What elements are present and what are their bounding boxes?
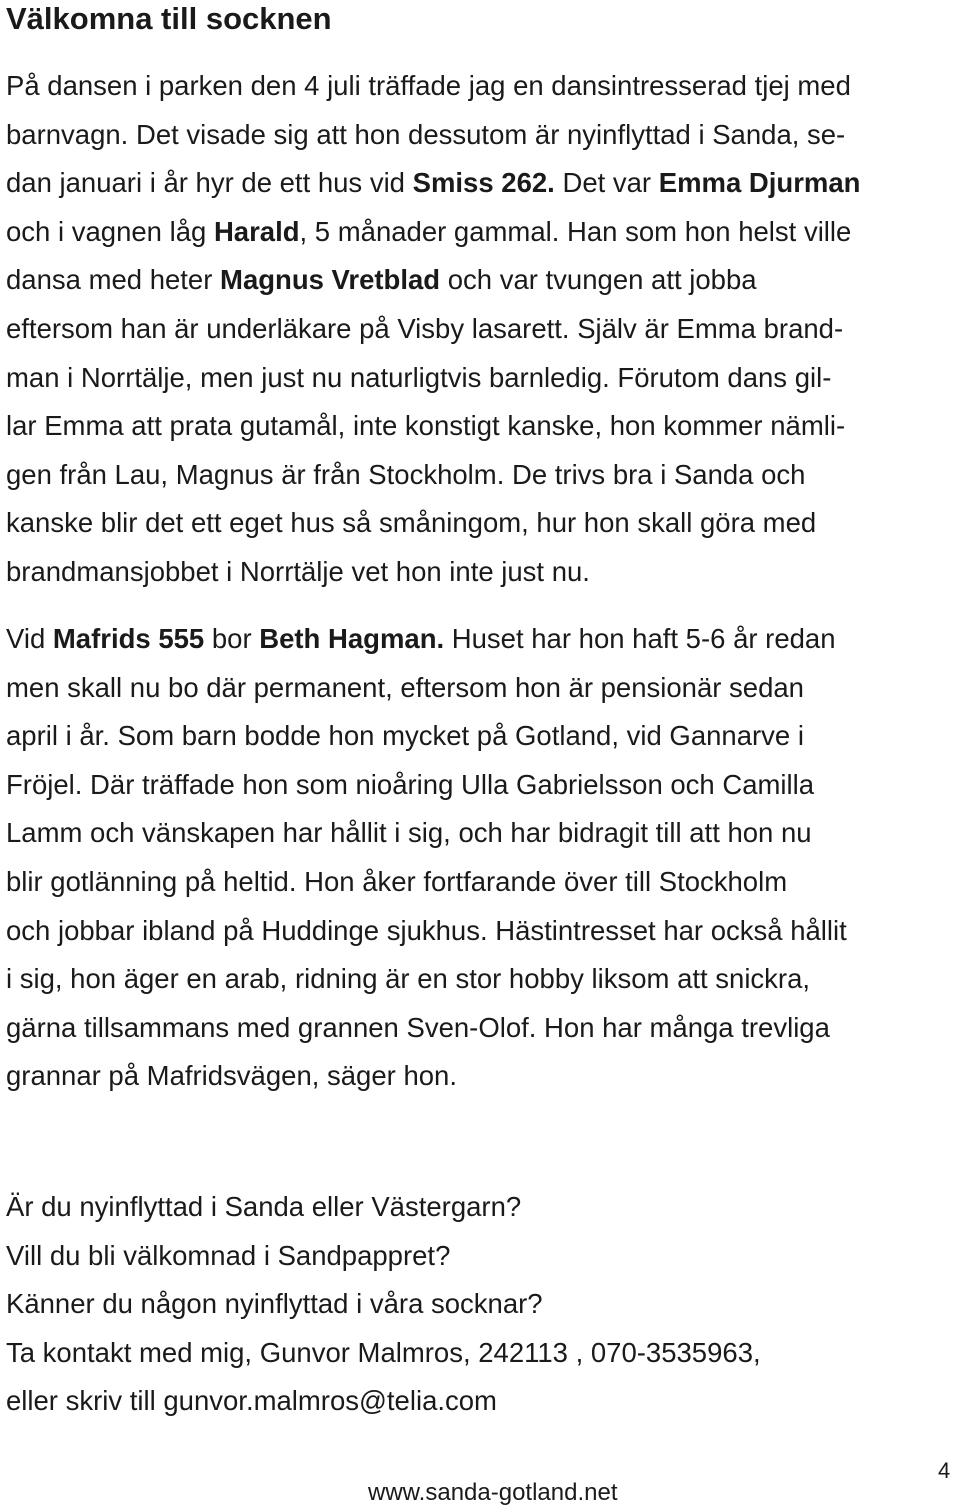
text-line bbox=[6, 451, 860, 500]
text-line bbox=[6, 548, 860, 597]
bold-text: Beth Hagman. bbox=[259, 623, 445, 654]
text-line bbox=[6, 1052, 847, 1101]
text-line bbox=[6, 159, 860, 208]
bold-text: Mafrids 555 bbox=[52, 623, 205, 654]
text-line bbox=[6, 615, 847, 664]
text-segment: blir gotlänning på heltid. Hon åker fortfarande över till Stockholm bbox=[6, 865, 788, 897]
footer-website-url: www.sanda-gotland.net bbox=[368, 1479, 618, 1506]
text-segment: brandmansjobbet i Norrtälje vet hon inte just nu. bbox=[6, 555, 590, 587]
text-line bbox=[6, 809, 847, 858]
text-segment: eller skriv till gunvor.malmros@telia.com bbox=[6, 1385, 497, 1417]
text-line bbox=[6, 1004, 847, 1053]
bold-text: Emma Djurman bbox=[658, 167, 861, 199]
text-segment: eftersom han är underläkare på Visby lasarett. Själv är Emma brand- bbox=[6, 312, 844, 344]
text-line bbox=[6, 62, 860, 111]
text-line bbox=[6, 402, 860, 451]
text-segment: april i år. Som barn bodde hon mycket på Gotland, vid Gannarve i bbox=[6, 720, 804, 752]
text-line bbox=[6, 1377, 761, 1426]
text-segment: Är du nyinflyttad i Sanda eller Västergarn? bbox=[6, 1191, 522, 1222]
text-line bbox=[6, 1280, 761, 1329]
text-line bbox=[6, 761, 847, 810]
text-segment: lar Emma att prata gutamål, inte konstigt kanske, hon kommer nämli- bbox=[6, 410, 846, 442]
text-line bbox=[6, 256, 860, 305]
text-segment: Lamm och vänskapen har hållit i sig, och har bidragit till att hon nu bbox=[6, 817, 812, 849]
text-segment: Huset har hon haft 5-6 år redan bbox=[444, 623, 836, 654]
text-segment: Fröjel. Där träffade hon som nioåring Ulla Gabrielsson och Camilla bbox=[6, 768, 815, 800]
text-segment: bor bbox=[204, 623, 260, 654]
text-line bbox=[6, 305, 860, 354]
text-line bbox=[6, 499, 860, 548]
text-segment: och var tvungen att jobba bbox=[440, 264, 757, 296]
bold-text: Magnus Vretblad bbox=[220, 264, 441, 296]
text-segment: och i vagnen låg bbox=[6, 215, 214, 247]
bold-text: Harald bbox=[213, 215, 300, 247]
text-segment: dan januari i år hyr de ett hus vid bbox=[6, 167, 413, 199]
text-segment: dansa med heter bbox=[6, 264, 221, 296]
text-segment: gärna tillsammans med grannen Sven-Olof. Hon har många trevliga bbox=[6, 1011, 830, 1043]
text-segment: Vill du bli välkomnad i Sandpappret? bbox=[6, 1239, 451, 1271]
contact-invitation bbox=[6, 1183, 761, 1426]
text-segment: och jobbar ibland på Huddinge sjukhus. Hästintresset har också hållit bbox=[6, 914, 847, 946]
text-segment: kanske blir det ett eget hus så småningom, hur hon skall göra med bbox=[6, 507, 817, 539]
text-line bbox=[6, 1232, 761, 1281]
text-segment: Känner du någon nyinflyttad i våra socknar? bbox=[6, 1288, 543, 1320]
text-line bbox=[6, 1329, 761, 1378]
text-line bbox=[6, 111, 860, 160]
text-line bbox=[6, 208, 860, 257]
page-number: 4 bbox=[938, 1458, 951, 1483]
text-segment: gen från Lau, Magnus är från Stockholm. De trivs bra i Sanda och bbox=[6, 458, 806, 490]
text-segment: i sig, hon äger en arab, ridning är en stor hobby liksom att snickra, bbox=[6, 963, 811, 995]
text-segment: Vid bbox=[6, 623, 53, 654]
article-paragraph-2 bbox=[6, 615, 847, 1101]
text-line bbox=[6, 354, 860, 403]
page-title: Välkomna till socknen bbox=[6, 1, 332, 36]
article-paragraph-1 bbox=[6, 62, 860, 597]
text-segment: Det var bbox=[554, 167, 659, 199]
text-segment: man i Norrtälje, men just nu naturligtvis barnledig. Förutom dans gil- bbox=[6, 361, 832, 393]
bold-text: Smiss 262. bbox=[412, 167, 555, 199]
text-line bbox=[6, 955, 847, 1004]
text-segment: På dansen i parken den 4 juli träffade jag en dansintresserad tjej med bbox=[6, 70, 851, 101]
text-line bbox=[6, 1183, 761, 1232]
text-line bbox=[6, 712, 847, 761]
text-segment: Ta kontakt med mig, Gunvor Malmros, 242113 , 070-3535963, bbox=[6, 1336, 761, 1368]
text-line bbox=[6, 858, 847, 907]
text-segment: , 5 månader gammal. Han som hon helst ville bbox=[299, 215, 852, 247]
text-line bbox=[6, 907, 847, 956]
text-line bbox=[6, 664, 847, 713]
text-segment: grannar på Mafridsvägen, säger hon. bbox=[6, 1060, 457, 1092]
text-segment: barnvagn. Det visade sig att hon dessutom är nyinflyttad i Sanda, se- bbox=[6, 118, 846, 150]
text-segment: men skall nu bo där permanent, eftersom hon är pensionär sedan bbox=[6, 671, 804, 703]
